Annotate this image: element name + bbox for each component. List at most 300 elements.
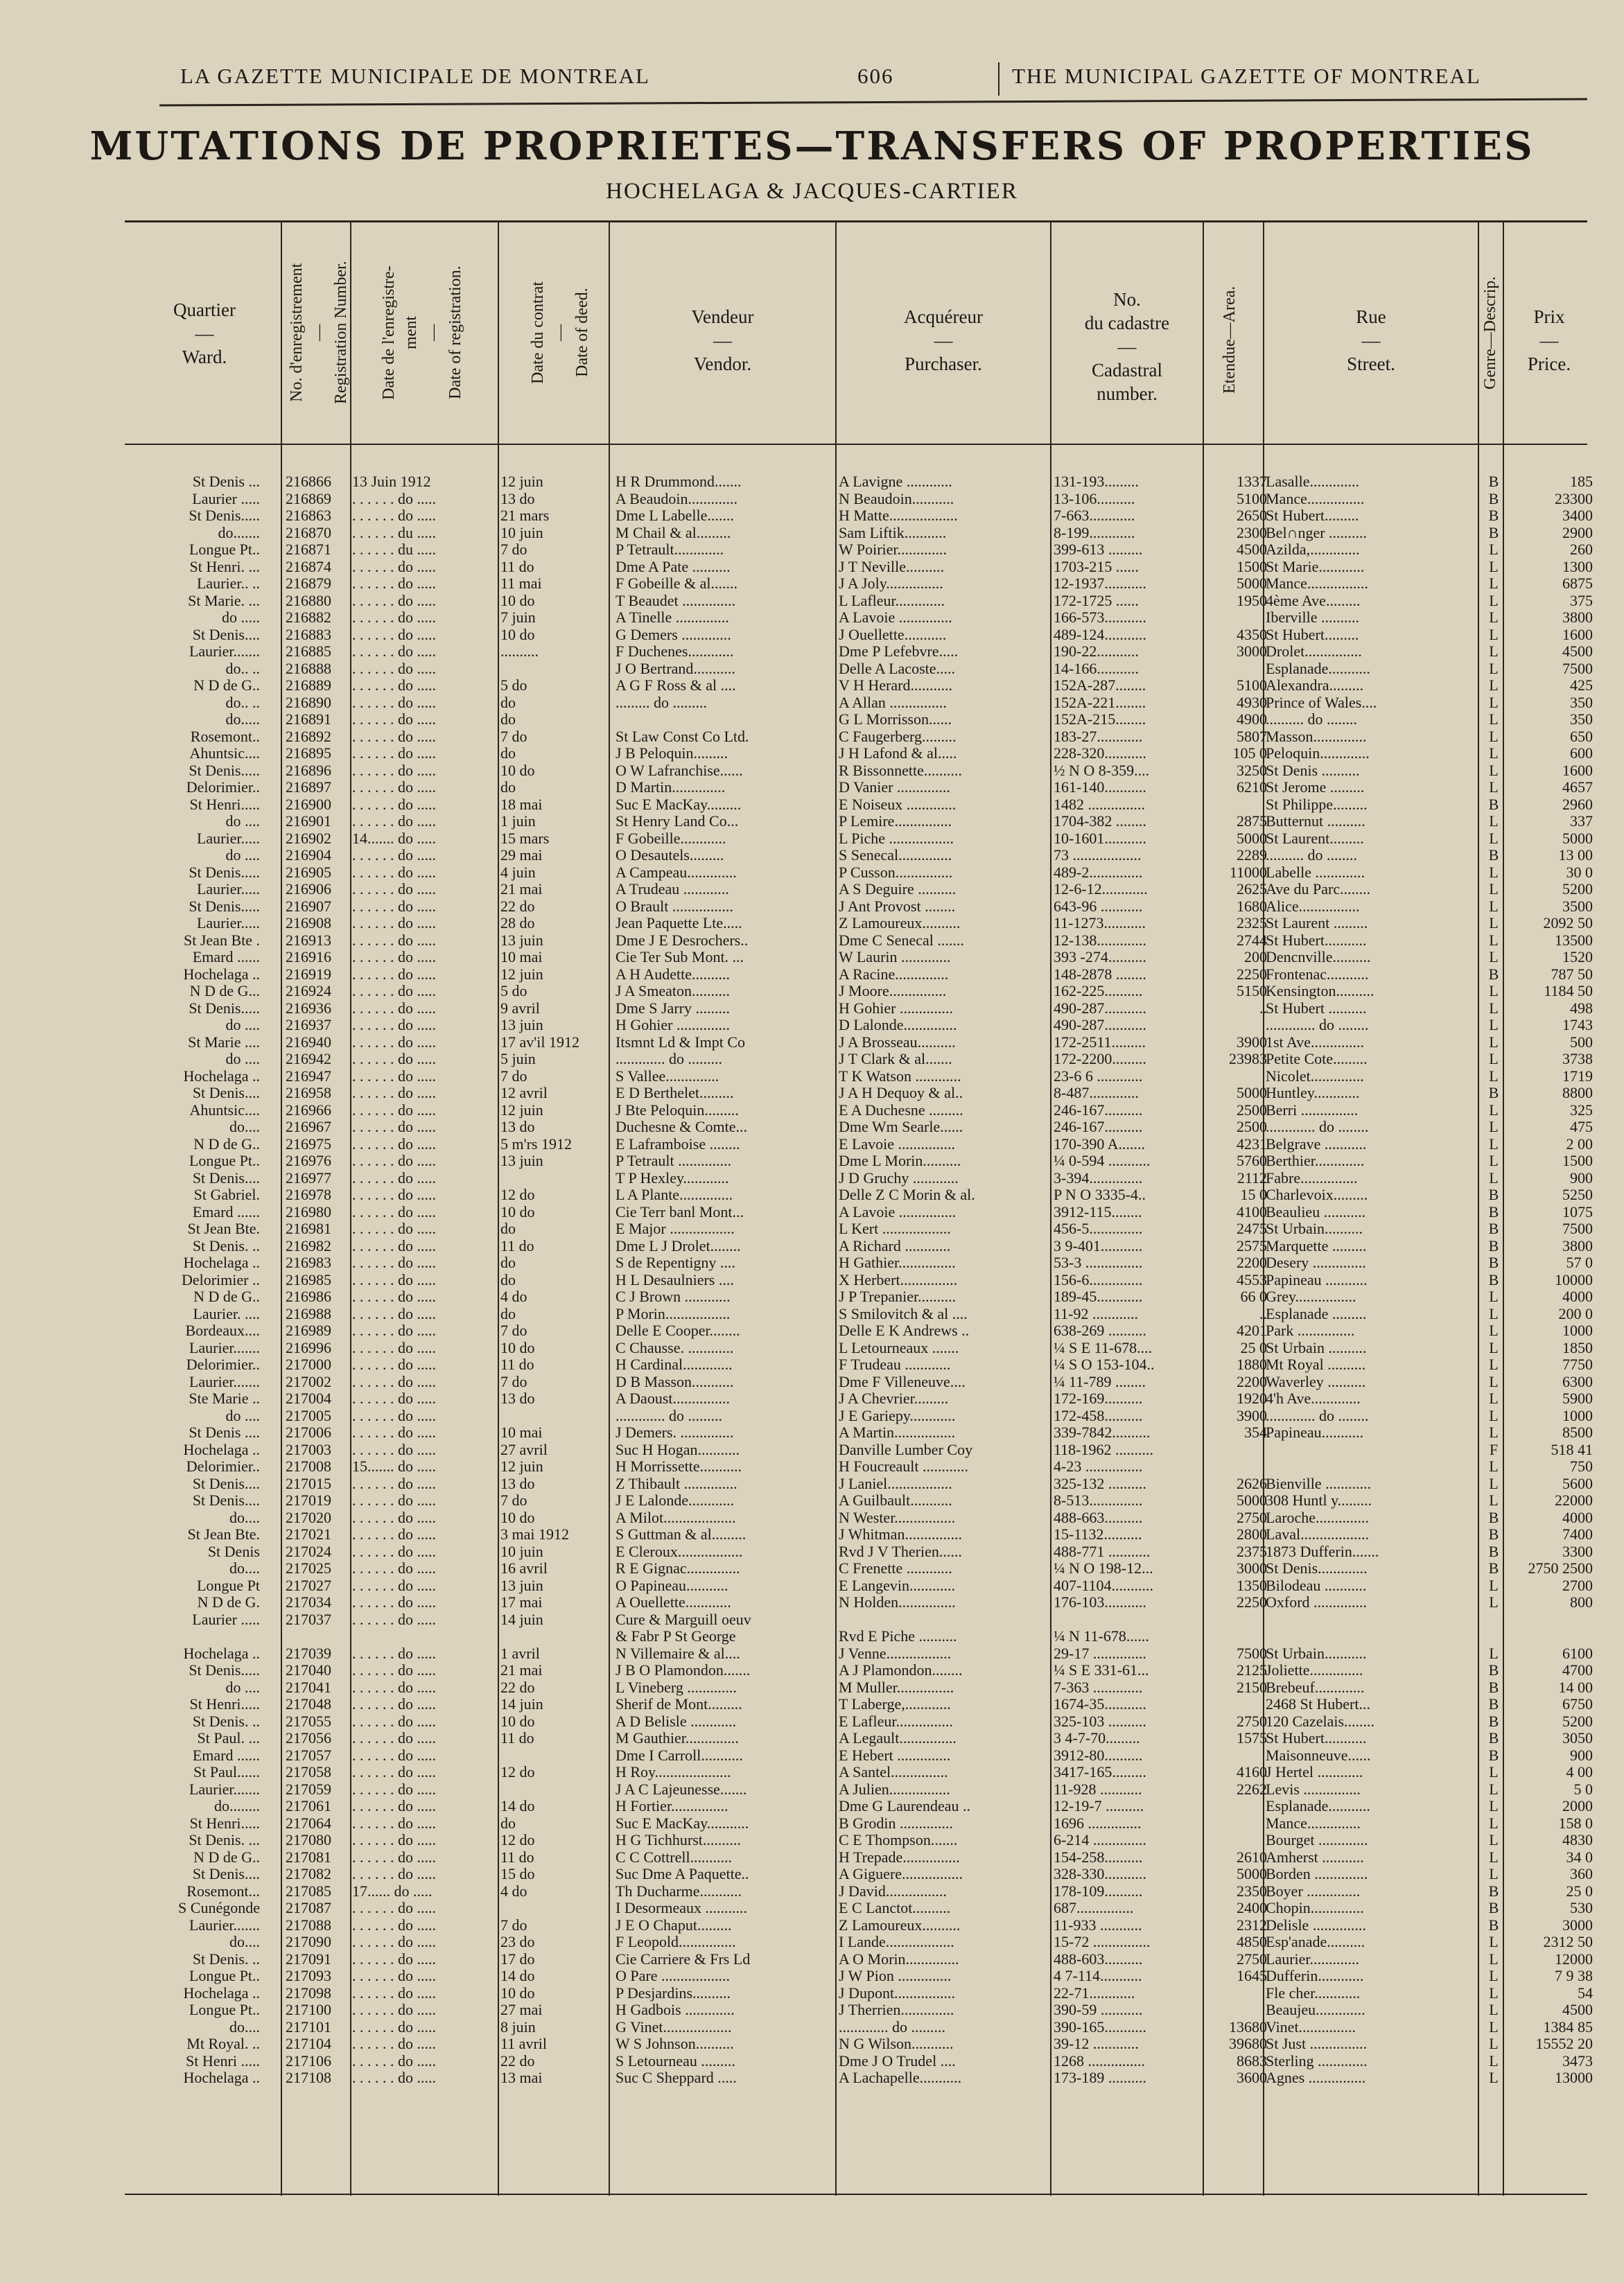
cadastral-number-cell: 490-287........... (1054, 999, 1146, 1017)
purchaser-cell: Dme C Senecal ....... (839, 931, 964, 949)
cadastral-number-cell: 3 4-7-70......... (1054, 1730, 1140, 1747)
table-row (0, 491, 1624, 508)
price-cell: 1600 (1562, 762, 1593, 779)
vendor-cell: Dme I Carroll........... (615, 1747, 743, 1764)
price-cell: 375 (1570, 592, 1593, 609)
description-cell: L (1489, 1356, 1499, 1373)
ward-cell: Hochelaga .. (183, 2070, 260, 2086)
area-cell: 3000 (1237, 1560, 1267, 1577)
vendor-cell: E Laframboise ........ (615, 1135, 740, 1153)
deed-date-cell: 17 do (500, 1950, 535, 1968)
registration-number-cell: 216883 (286, 626, 331, 643)
street-cell: Amherst ........... (1266, 1848, 1364, 1866)
registration-date-cell: . . . . . . do ..... (352, 1594, 436, 1611)
registration-date-cell: . . . . . . do ..... (352, 813, 436, 830)
purchaser-cell: S Smilovitch & al .... (839, 1305, 968, 1322)
ward-cell: St Henri. ... (189, 558, 260, 575)
deed-date-cell: 18 mai (500, 796, 543, 813)
street-cell: J Hertel ............ (1266, 1764, 1363, 1781)
table-row (0, 1153, 1624, 1170)
description-cell: L (1489, 1475, 1499, 1492)
vendor-cell: H R Drummond....... (615, 473, 742, 490)
table-row (0, 898, 1624, 916)
vendor-cell: P Tetrault............. (615, 541, 724, 558)
table-row (0, 1832, 1624, 1849)
table-row (0, 1917, 1624, 1934)
registration-date-cell: . . . . . . do ..... (352, 1221, 436, 1237)
ward-cell: Laurier..... (196, 830, 260, 847)
deed-date-cell: 14 do (500, 1798, 535, 1814)
registration-date-cell: . . . . . . do ..... (352, 1271, 436, 1288)
column-header-purchaser: Acquéreur — Purchaser. (904, 306, 983, 374)
table-row (0, 1051, 1624, 1068)
cadastral-number-cell: 393 -274.......... (1054, 949, 1146, 965)
purchaser-cell: J D Gruchy ............ (839, 1169, 959, 1187)
description-cell: B (1488, 1254, 1499, 1271)
deed-date-cell: 13 juin (500, 931, 543, 949)
purchaser-cell: A Julien................ (839, 1781, 950, 1798)
street-cell: Nicolet.............. (1266, 1067, 1364, 1085)
price-cell: 750 (1570, 1458, 1593, 1475)
cadastral-number-cell: 152A-215........ (1054, 711, 1146, 728)
purchaser-cell: Dme F Villeneuve.... (839, 1373, 966, 1390)
ward-cell: St Paul...... (193, 1764, 260, 1781)
table-row (0, 847, 1624, 864)
purchaser-cell: J A Brosseau.......... (839, 1033, 956, 1051)
area-cell: 2500 (1237, 1101, 1267, 1119)
cadastral-number-cell: ½ N O 8-359.... (1054, 762, 1150, 779)
table-row (0, 1170, 1624, 1187)
area-cell: 2610 (1237, 1848, 1267, 1866)
price-cell: 3050 (1562, 1730, 1593, 1747)
table-bottom-rule (125, 2194, 1587, 2195)
cadastral-number-cell: 152A-221........ (1054, 694, 1146, 711)
table-row (0, 1577, 1624, 1595)
area-cell: 4160 (1237, 1764, 1267, 1781)
price-cell: 1743 (1562, 1017, 1593, 1033)
purchaser-cell: C Frenette ............ (839, 1560, 952, 1577)
vendor-cell: A Trudeau ............ (615, 881, 729, 898)
deed-date-cell: do (500, 1814, 516, 1832)
vendor-cell: E Cleroux................. (615, 1543, 743, 1560)
cadastral-number-cell: 118-1962 .......... (1054, 1441, 1154, 1458)
street-cell: Papineau ........... (1266, 1271, 1368, 1288)
registration-number-cell: 216980 (286, 1203, 331, 1221)
cadastral-number-cell: ¼ S O 153-104.. (1054, 1356, 1155, 1373)
cadastral-number-cell: 4-23 ............... (1054, 1458, 1143, 1475)
description-cell: L (1489, 813, 1499, 830)
area-cell: 2289 (1237, 847, 1267, 864)
area-cell: 5000 (1237, 1492, 1267, 1509)
registration-date-cell: . . . . . . do ..... (352, 1017, 436, 1033)
purchaser-cell: A Racine.............. (839, 965, 949, 983)
purchaser-cell: A S Deguire .......... (839, 881, 957, 898)
description-cell: L (1489, 592, 1499, 609)
table-row (0, 2002, 1624, 2019)
ward-cell: Laurier....... (189, 1339, 260, 1356)
vendor-cell: ............. do ......... (615, 1407, 722, 1424)
registration-date-cell: . . . . . . do ..... (352, 915, 436, 931)
purchaser-cell: J T Neville.......... (839, 558, 944, 575)
price-cell: 158 0 (1558, 1814, 1593, 1832)
street-cell: Bel∩nger .......... (1266, 524, 1368, 541)
description-cell: L (1489, 1373, 1499, 1390)
deed-date-cell: 15 do (500, 1866, 535, 1882)
street-cell: Petite Cote......... (1266, 1051, 1368, 1067)
purchaser-cell: P Lemire............... (839, 813, 952, 830)
area-cell: 5100 (1237, 677, 1267, 694)
street-cell: 4ème Ave......... (1266, 592, 1361, 609)
street-cell: 2468 St Hubert... (1266, 1696, 1370, 1713)
vendor-cell: Th Ducharme........... (615, 1882, 742, 1900)
description-cell: L (1489, 779, 1499, 796)
registration-date-cell: . . . . . . do ..... (352, 2052, 436, 2070)
cadastral-number-cell: 339-7842.......... (1054, 1424, 1151, 1441)
street-cell: Iberville .......... (1266, 609, 1360, 626)
description-cell: L (1489, 1798, 1499, 1814)
registration-number-cell: 217000 (286, 1356, 331, 1373)
price-cell: 900 (1570, 1169, 1593, 1187)
purchaser-cell: A J Plamondon........ (839, 1662, 963, 1679)
cadastral-number-cell: 172-2511......... (1054, 1033, 1146, 1051)
registration-number-cell: 217106 (286, 2052, 331, 2070)
ward-cell: Emard ...... (192, 949, 260, 965)
registration-number-cell: 216901 (286, 813, 331, 830)
purchaser-cell: I Lande.................. (839, 1934, 954, 1950)
ward-cell: St Denis.... (192, 1475, 260, 1492)
deed-date-cell: 14 juin (500, 1611, 543, 1628)
area-cell: 11000 (1229, 864, 1267, 881)
street-cell: Dufferin............ (1266, 1968, 1364, 1984)
table-row (0, 983, 1624, 1000)
description-cell: L (1489, 2018, 1499, 2036)
ward-cell: N D de G.. (193, 1288, 260, 1305)
ward-cell: Longue Pt.. (189, 1968, 260, 1984)
area-cell: 39680 (1229, 2036, 1267, 2052)
purchaser-cell: A Lavoie .............. (839, 609, 952, 626)
price-cell: 1384 85 (1543, 2018, 1593, 2036)
registration-number-cell: 216978 (286, 1187, 331, 1203)
cadastral-number-cell: 8-513.............. (1054, 1492, 1143, 1509)
table-row (0, 1442, 1624, 1459)
table-row (0, 1968, 1624, 1985)
price-cell: 30 0 (1566, 864, 1593, 881)
table-row (0, 1238, 1624, 1255)
description-cell: B (1488, 1747, 1499, 1764)
cadastral-number-cell: 172-169.......... (1054, 1390, 1143, 1407)
price-cell: 7500 (1562, 1221, 1593, 1237)
deed-date-cell: 7 do (500, 1322, 527, 1339)
deed-date-cell: 10 do (500, 592, 535, 609)
purchaser-cell: A Martin................ (839, 1424, 956, 1441)
street-cell: Beaulieu ........... (1266, 1203, 1366, 1221)
area-cell: 2750 (1237, 1950, 1267, 1968)
deed-date-cell: 11 do (500, 1848, 534, 1866)
registration-number-cell: 216913 (286, 931, 331, 949)
area-cell: 3250 (1237, 762, 1267, 779)
street-cell: Chopin.............. (1266, 1900, 1364, 1916)
registration-date-cell: . . . . . . do ..... (352, 1577, 436, 1594)
table-row (0, 609, 1624, 627)
vendor-cell: A Tinelle .............. (615, 609, 729, 626)
description-cell: B (1488, 1085, 1499, 1101)
ward-cell: Laurier....... (189, 1373, 260, 1390)
price-cell: 500 (1570, 1033, 1593, 1051)
table-row (0, 1543, 1624, 1561)
street-cell: St Hubert........... (1266, 1730, 1367, 1747)
description-cell: L (1489, 898, 1499, 915)
ward-cell: St Denis..... (189, 864, 260, 881)
table-row (0, 779, 1624, 796)
price-cell: 5200 (1562, 881, 1593, 898)
purchaser-cell: Dme P Lefebvre..... (839, 643, 959, 660)
cadastral-number-cell: 489-2.............. (1054, 864, 1143, 881)
price-cell: 34 0 (1566, 1848, 1593, 1866)
purchaser-cell: X Herbert............... (839, 1271, 958, 1288)
street-cell: St Urbain.......... (1266, 1221, 1363, 1237)
ward-cell: Laurier. .... (193, 1305, 260, 1322)
vendor-cell: O W Lafranchise...... (615, 762, 743, 779)
area-cell: 3900 (1237, 1033, 1267, 1051)
ward-cell: St Denis.... (192, 626, 260, 643)
purchaser-cell: A Santel............... (839, 1764, 948, 1781)
description-cell: L (1489, 1051, 1499, 1067)
table-row (0, 915, 1624, 932)
column-header-vendor: Vendeur — Vendor. (691, 306, 754, 374)
registration-date-cell: . . . . . . do ..... (352, 1322, 436, 1339)
area-cell: 2626 (1237, 1475, 1267, 1492)
table-row (0, 1510, 1624, 1527)
page-title: MUTATIONS DE PROPRIETES—TRANSFERS OF PROPERTIES (89, 123, 1535, 169)
registration-number-cell: 217005 (286, 1407, 331, 1424)
description-cell: B (1488, 473, 1499, 490)
registration-number-cell: 216937 (286, 1017, 331, 1033)
purchaser-cell: E A Duchesne ......... (839, 1101, 963, 1119)
area-cell: 15 0 (1240, 1187, 1267, 1203)
purchaser-cell: T Laberge,............ (839, 1696, 951, 1713)
price-cell: 23300 (1555, 490, 1593, 507)
description-cell: L (1489, 1390, 1499, 1407)
ward-cell: Laurier..... (196, 915, 260, 931)
area-cell: 4930 (1237, 694, 1267, 711)
street-cell: St Philippe......... (1266, 796, 1368, 813)
street-cell: Labelle ............. (1266, 864, 1365, 881)
area-cell: 4500 (1237, 541, 1267, 558)
vendor-cell: J E Lalonde............ (615, 1492, 735, 1509)
cadastral-number-cell: 390-165........... (1054, 2018, 1146, 2036)
deed-date-cell: 23 do (500, 1934, 535, 1950)
street-cell: Fabre............... (1266, 1169, 1358, 1187)
ward-cell: Rosemont.. (190, 728, 260, 745)
street-cell: 1873 Dufferin....... (1266, 1543, 1379, 1560)
cadastral-number-cell: 325-132 .......... (1054, 1475, 1146, 1492)
price-cell: 1719 (1562, 1067, 1593, 1085)
cadastral-number-cell: 15-1132.......... (1054, 1526, 1142, 1543)
purchaser-cell: J H Lafond & al..... (839, 745, 957, 762)
street-cell: Desery .............. (1266, 1254, 1366, 1271)
ward-cell: St Denis (207, 1543, 260, 1560)
vendor-cell: Dme S Jarry ......... (615, 999, 730, 1017)
price-cell: 260 (1570, 541, 1593, 558)
street-cell: St Laurent......... (1266, 830, 1364, 847)
ward-cell: St Denis..... (189, 999, 260, 1017)
street-cell: St Denis............. (1266, 1560, 1368, 1577)
deed-date-cell: 10 do (500, 762, 535, 779)
deed-date-cell: 3 mai 1912 (500, 1526, 569, 1543)
description-cell: B (1488, 507, 1499, 524)
registration-date-cell: . . . . . . do ..... (352, 1051, 436, 1067)
ward-cell: St Denis..... (189, 1662, 260, 1679)
vendor-cell: A Campeau............. (615, 864, 737, 881)
table-row (0, 2070, 1624, 2087)
street-cell: Bilodeau ........... (1266, 1577, 1367, 1594)
area-cell: 2262 (1237, 1781, 1267, 1798)
street-cell: .......... do ........ (1266, 847, 1357, 864)
table-row (0, 1034, 1624, 1051)
registration-date-cell: . . . . . . do ..... (352, 931, 436, 949)
street-cell: Vinet............... (1266, 2018, 1356, 2036)
ward-cell: N D de G.. (193, 1848, 260, 1866)
description-cell: L (1489, 643, 1499, 660)
deed-date-cell: 21 mars (500, 507, 550, 524)
price-cell: 518 41 (1551, 1441, 1593, 1458)
description-cell: L (1489, 1814, 1499, 1832)
description-cell: B (1488, 847, 1499, 864)
vendor-cell: A D Belisle ............ (615, 1713, 737, 1730)
cadastral-number-cell: 13-106.......... (1054, 490, 1135, 507)
purchaser-cell: J A Joly............... (839, 575, 943, 592)
deed-date-cell: 10 do (500, 1984, 535, 2002)
table-row (0, 1085, 1624, 1102)
price-cell: 3500 (1562, 898, 1593, 915)
registration-number-cell: 216896 (286, 762, 331, 779)
cadastral-number-cell: ¼ 0-594 ........... (1054, 1153, 1151, 1169)
price-cell: 5900 (1562, 1390, 1593, 1407)
vendor-cell: D Martin.............. (615, 779, 726, 796)
description-cell: L (1489, 830, 1499, 847)
cadastral-number-cell: 490-287........... (1054, 1017, 1146, 1033)
price-cell: 13000 (1555, 2070, 1593, 2086)
cadastral-number-cell: 148-2878 ........ (1054, 965, 1146, 983)
description-cell: L (1489, 1033, 1499, 1051)
ward-cell: do .... (225, 847, 260, 864)
cadastral-number-cell: ¼ N O 198-12... (1054, 1560, 1153, 1577)
registration-date-cell: . . . . . . do ..... (352, 1033, 436, 1051)
registration-number-cell: 216897 (286, 779, 331, 796)
price-cell: 8800 (1562, 1085, 1593, 1101)
street-cell: Marquette ......... (1266, 1237, 1367, 1254)
price-cell: 3800 (1562, 609, 1593, 626)
table-row (0, 473, 1624, 491)
price-cell: 1600 (1562, 626, 1593, 643)
ward-cell: Delorimier.. (186, 1356, 260, 1373)
price-cell: 650 (1570, 728, 1593, 745)
street-cell: St Hubert......... (1266, 626, 1359, 643)
table-row (0, 1356, 1624, 1374)
vendor-cell: J Bte Peloquin......... (615, 1101, 739, 1119)
registration-date-cell: 13 Juin 1912 (352, 473, 431, 490)
table-row (0, 1000, 1624, 1017)
registration-date-cell: . . . . . . do ..... (352, 575, 436, 592)
price-cell: 1000 (1562, 1322, 1593, 1339)
area-cell: 2475 (1237, 1221, 1267, 1237)
area-cell: 2112 (1237, 1169, 1267, 1187)
cadastral-number-cell: 328-330........... (1054, 1866, 1146, 1882)
price-cell: 350 (1570, 694, 1593, 711)
area-cell: 2325 (1237, 915, 1267, 931)
cadastral-number-cell: ¼ N 11-678...... (1054, 1628, 1149, 1645)
vendor-cell: P Morin................. (615, 1305, 731, 1322)
registration-number-cell: 217081 (286, 1848, 331, 1866)
cadastral-number-cell: 11-928 ........... (1054, 1781, 1142, 1798)
street-cell: Dencnville.......... (1266, 949, 1371, 965)
registration-number-cell: 217090 (286, 1934, 331, 1950)
purchaser-cell: A Giguere................ (839, 1866, 963, 1882)
purchaser-cell: Dme Wm Searle...... (839, 1119, 963, 1135)
table-row (0, 575, 1624, 593)
registration-number-cell: 216996 (286, 1339, 331, 1356)
vendor-cell: T Beaudet .............. (615, 592, 736, 609)
street-cell: Esplanade........... (1266, 660, 1370, 677)
price-cell: 10000 (1555, 1271, 1593, 1288)
ward-cell: Delorimier .. (181, 1271, 260, 1288)
table-row (0, 1136, 1624, 1153)
price-cell: 3473 (1562, 2052, 1593, 2070)
registration-number-cell: 217087 (286, 1900, 331, 1916)
registration-number-cell: 217080 (286, 1832, 331, 1848)
registration-number-cell: 216869 (286, 490, 331, 507)
area-cell: 2625 (1237, 881, 1267, 898)
area-cell: 8683 (1237, 2052, 1267, 2070)
registration-date-cell: . . . . . . do ..... (352, 1407, 436, 1424)
deed-date-cell: 10 mai (500, 949, 543, 965)
street-cell: Bienville ............ (1266, 1475, 1372, 1492)
purchaser-cell: ............. do ......... (839, 2018, 945, 2036)
area-cell: 66 0 (1240, 1288, 1267, 1305)
deed-date-cell: 11 avril (500, 2036, 547, 2052)
description-cell: L (1489, 999, 1499, 1017)
cadastral-number-cell: 190-22........... (1054, 643, 1139, 660)
area-cell: 4231 (1237, 1135, 1267, 1153)
description-cell: B (1488, 1730, 1499, 1747)
cadastral-number-cell: 407-1104........... (1054, 1577, 1154, 1594)
running-head-english: THE MUNICIPAL GAZETTE OF MONTREAL (1012, 64, 1481, 88)
ward-cell: Laurier ..... (192, 1611, 260, 1628)
purchaser-cell: Rvd E Piche .......... (839, 1628, 957, 1645)
cadastral-number-cell: 172-1725 ...... (1054, 592, 1139, 609)
purchaser-cell: E Lafleur............... (839, 1713, 953, 1730)
cadastral-number-cell: 3912-80.......... (1054, 1747, 1143, 1764)
vendor-cell: & Fabr P St George (615, 1628, 736, 1645)
purchaser-cell: L Lafleur............. (839, 592, 945, 609)
registration-date-cell: . . . . . . do ..... (352, 626, 436, 643)
description-cell: L (1489, 1764, 1499, 1781)
purchaser-cell: H Foucreault ............ (839, 1458, 968, 1475)
description-cell: B (1488, 796, 1499, 813)
table-row (0, 1798, 1624, 1815)
registration-date-cell: . . . . . . do ..... (352, 2070, 436, 2086)
registration-date-cell: . . . . . . do ..... (352, 1153, 436, 1169)
registration-date-cell: . . . . . . do ..... (352, 1560, 436, 1577)
ward-cell: do .... (225, 1679, 260, 1696)
vendor-cell: O Brault ................ (615, 898, 733, 915)
registration-number-cell: 216866 (286, 473, 331, 490)
area-cell: 2650 (1237, 507, 1267, 524)
street-cell: Beaujeu............. (1266, 2002, 1365, 2018)
cadastral-number-cell: 3-394.............. (1054, 1169, 1143, 1187)
vendor-cell: F Duchenes............ (615, 643, 734, 660)
vendor-cell: St Henry Land Co... (615, 813, 739, 830)
